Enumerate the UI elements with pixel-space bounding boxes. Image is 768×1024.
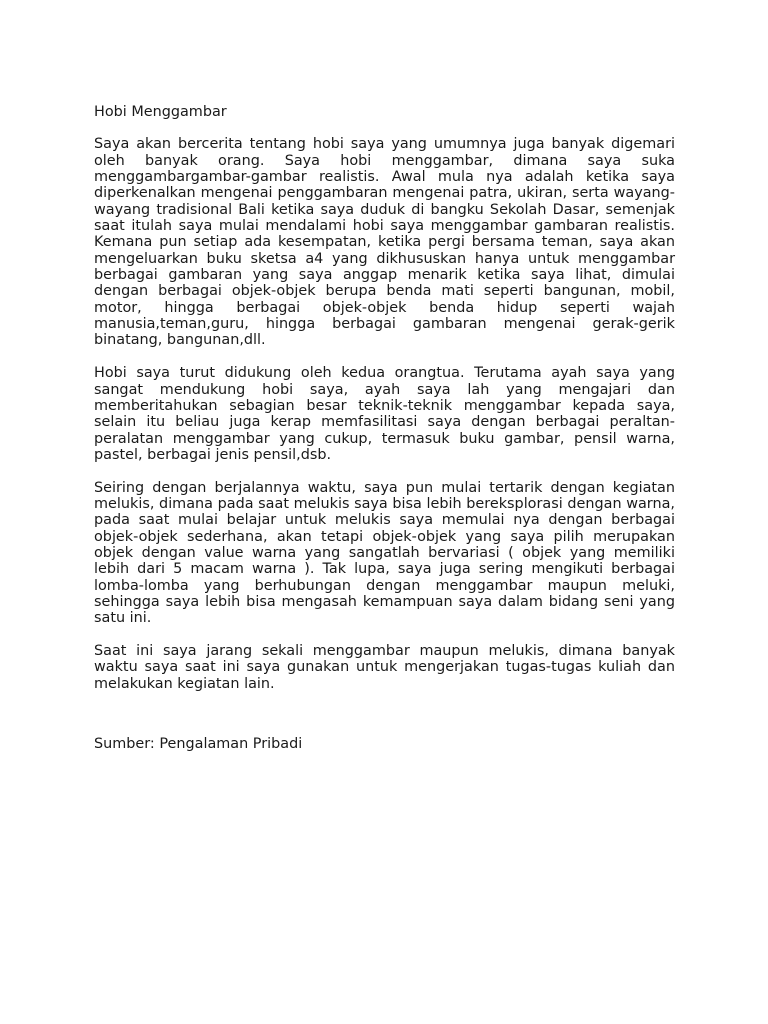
- paragraph-2: Hobi saya turut didukung oleh kedua orangtua. Terutama ayah saya yang sangat mendukung hobi saya, ayah saya lah yang mengajari dan memberitahukan sebagian besar teknik-teknik menggambar kepada saya, selain itu beliau juga kerap memfasilitasi saya dengan berbagai peraltan-peralatan menggambar yang cukup, termasuk buku gambar, pensil warna, pastel, berbagai jenis pensil,dsb.: [94, 365, 675, 463]
- paragraph-3: Seiring dengan berjalannya waktu, saya pun mulai tertarik dengan kegiatan melukis, dimana pada saat melukis saya bisa lebih bereksplorasi dengan warna, pada saat mulai belajar untuk melukis saya memulai nya dengan berbagai objek-objek sederhana, akan tetapi objek-objek yang saya pilih merupakan objek dengan value warna yang sangatlah bervariasi ( objek yang memiliki lebih dari 5 macam warna ). Tak lupa, saya juga sering mengikuti berbagai lomba-lomba yang berhubungan dengan menggambar maupun meluki, sehingga saya lebih bisa mengasah kemampuan saya dalam bidang seni yang satu ini.: [94, 479, 675, 627]
- document-body: [94, 104, 675, 752]
- source-note: Sumber: Pengalaman Pribadi: [94, 736, 303, 753]
- document-title: Hobi Menggambar: [94, 104, 227, 120]
- paragraph-4: Saat ini saya jarang sekali menggambar maupun melukis, dimana banyak waktu saya saat ini saya gunakan untuk mengerjakan tugas-tugas kuliah dan melakukan kegiatan lain.: [94, 643, 675, 692]
- paragraph-1: Saya akan bercerita tentang hobi saya yang umumnya juga banyak digemari oleh banyak orang. Saya hobi menggambar, dimana saya suka menggambargambar-gambar realistis. Awal mula nya adalah ketika saya diperkenalkan mengenai penggambaran mengenai patra, ukiran, serta wayang-wayang tradisional Bali ketika saya duduk di bangku Sekolah Dasar, semenjak saat itulah saya mulai mendalami hobi saya menggambar gambaran realistis. Kemana pun setiap ada kesempatan, ketika pergi bersama teman, saya akan mengeluarkan buku sketsa a4 yang dikhususkan hanya untuk menggambar berbagai gambaran yang saya anggap menarik ketika saya lihat, dimulai dengan berbagai objek-objek berupa benda mati seperti bangunan, mobil, motor, hingga berbagai objek-objek benda hidup seperti wajah manusia,teman,guru, hingga berbagai gambaran mengenai gerak-gerik binatang, bangunan,dll.: [94, 136, 675, 349]
